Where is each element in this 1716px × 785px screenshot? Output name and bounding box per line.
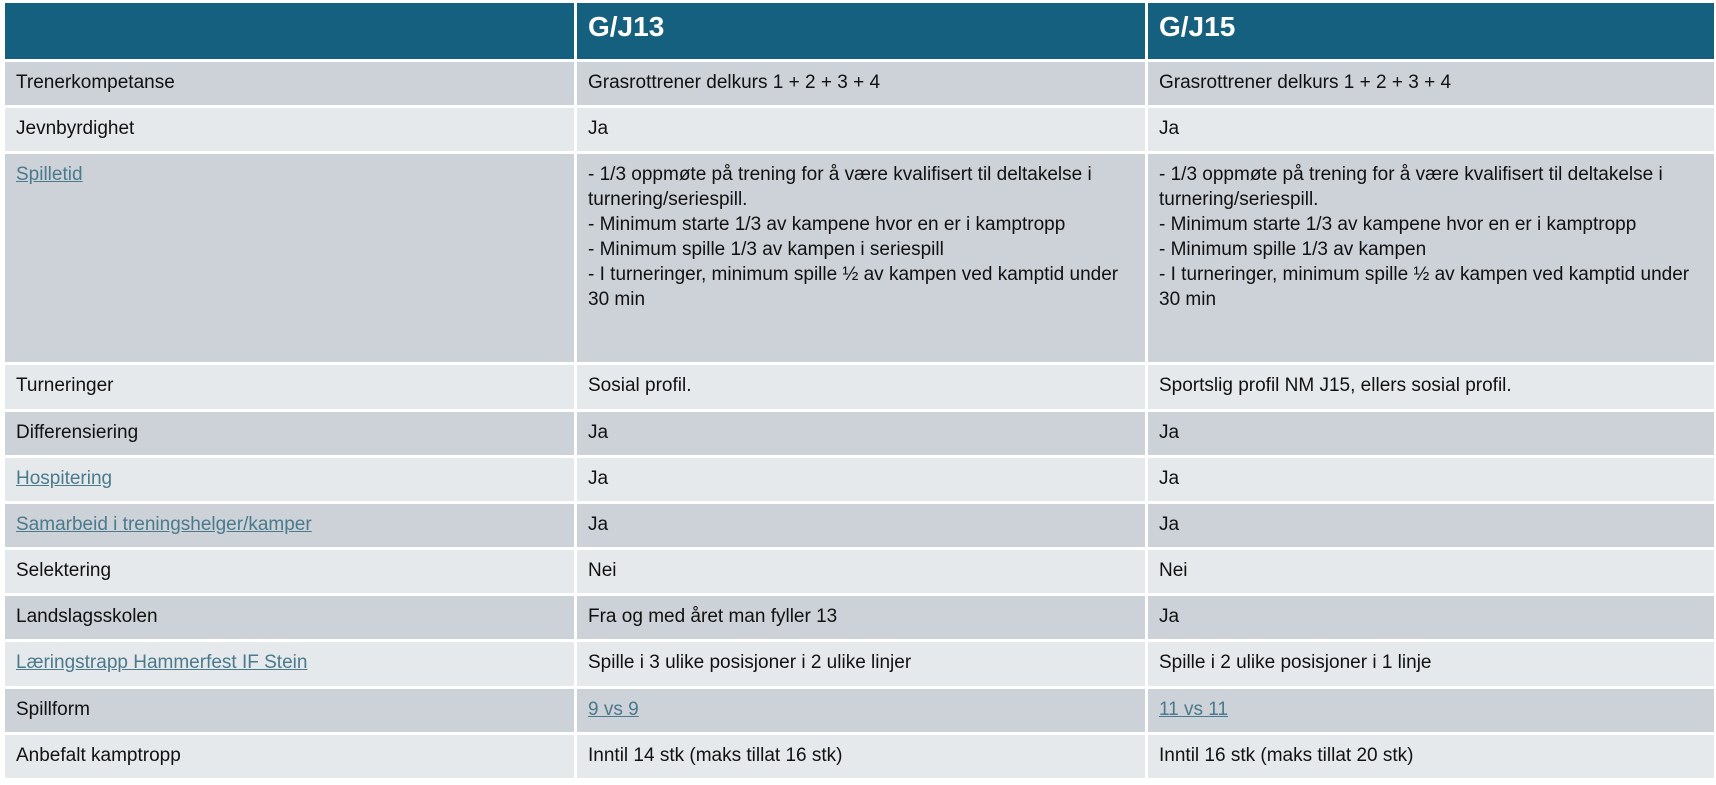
header-empty-cell (4, 3, 576, 60)
row-label: Selektering (4, 548, 576, 594)
table-header-row (4, 3, 1716, 60)
cell-g13: Grasrottrener delkurs 1 + 2 + 3 + 4 (576, 60, 1147, 106)
cell-line: - 1/3 oppmøte på trening for å være kvalifisert til deltakelse i turnering/seriespill. (588, 163, 1092, 210)
cell-g15: Nei (1147, 548, 1716, 594)
row-label: Trenerkompetanse (4, 60, 576, 106)
cell-g13: Inntil 14 stk (maks tillat 16 stk) (576, 733, 1147, 779)
cell-g15 (1147, 152, 1716, 363)
table-row (4, 363, 1716, 410)
cell-line: - 1/3 oppmøte på trening for å være kvalifisert til deltakelse i turnering/seriespill. (1159, 163, 1663, 210)
cell-g15: Grasrottrener delkurs 1 + 2 + 3 + 4 (1147, 60, 1716, 106)
cell-g13: Fra og med året man fyller 13 (576, 594, 1147, 640)
cell-g13 (576, 152, 1147, 363)
row-label: Turneringer (4, 363, 576, 410)
table-row (4, 410, 1716, 456)
row-label (4, 640, 576, 687)
cell-g15: Ja (1147, 106, 1716, 152)
cell-g15 (1147, 687, 1716, 733)
row-label: Landslagsskolen (4, 594, 576, 640)
cell-line: - Minimum spille 1/3 av kampen i seriespill (588, 238, 944, 260)
row-label: Spillform (4, 687, 576, 733)
spillform-9vs9-link[interactable]: 9 vs 9 (588, 698, 639, 720)
header-g13: G/J13 (576, 3, 1147, 60)
laeringstrapp-link[interactable]: Læringstrapp Hammerfest IF Stein (16, 651, 308, 673)
row-label: Jevnbyrdighet (4, 106, 576, 152)
cell-g13: Ja (576, 410, 1147, 456)
cell-g15: Sportslig profil NM J15, ellers sosial profil. (1147, 363, 1716, 410)
samarbeid-link[interactable]: Samarbeid i treningshelger/kamper (16, 513, 312, 535)
table-row (4, 640, 1716, 687)
table-row (4, 594, 1716, 640)
header-g15: G/J15 (1147, 3, 1716, 60)
spillform-11vs11-link[interactable]: 11 vs 11 (1159, 698, 1229, 720)
cell-line: - I turneringer, minimum spille ½ av kampen ved kamptid under 30 min (588, 263, 1119, 310)
cell-line: - I turneringer, minimum spille ½ av kampen ved kamptid under 30 min (1159, 263, 1690, 310)
cell-g13 (576, 687, 1147, 733)
table-row (4, 548, 1716, 594)
cell-g13: Ja (576, 106, 1147, 152)
cell-g13: Spille i 3 ulike posisjoner i 2 ulike linjer (576, 640, 1147, 687)
row-label: Differensiering (4, 410, 576, 456)
cell-g15: Ja (1147, 594, 1716, 640)
table-row (4, 733, 1716, 779)
cell-g15: Spille i 2 ulike posisjoner i 1 linje (1147, 640, 1716, 687)
row-label (4, 456, 576, 502)
cell-g13: Ja (576, 456, 1147, 502)
comparison-table-wrapper (2, 3, 1714, 781)
table-row (4, 152, 1716, 363)
cell-line: - Minimum spille 1/3 av kampen (1159, 238, 1427, 260)
row-label (4, 502, 576, 548)
table-row (4, 502, 1716, 548)
cell-line: - Minimum starte 1/3 av kampene hvor en er i kamptropp (1159, 213, 1637, 235)
table-row (4, 687, 1716, 733)
cell-g13: Ja (576, 502, 1147, 548)
cell-g15: Ja (1147, 502, 1716, 548)
cell-g15: Inntil 16 stk (maks tillat 20 stk) (1147, 733, 1716, 779)
table-row (4, 456, 1716, 502)
spilletid-link[interactable]: Spilletid (16, 163, 83, 185)
row-label (4, 152, 576, 363)
cell-g15: Ja (1147, 410, 1716, 456)
table-row (4, 60, 1716, 106)
cell-line: - Minimum starte 1/3 av kampene hvor en er i kamptropp (588, 213, 1066, 235)
cell-g13: Nei (576, 548, 1147, 594)
cell-g13: Sosial profil. (576, 363, 1147, 410)
table-row (4, 106, 1716, 152)
comparison-table (2, 3, 1716, 781)
cell-g15: Ja (1147, 456, 1716, 502)
hospitering-link[interactable]: Hospitering (16, 467, 113, 489)
row-label: Anbefalt kamptropp (4, 733, 576, 779)
